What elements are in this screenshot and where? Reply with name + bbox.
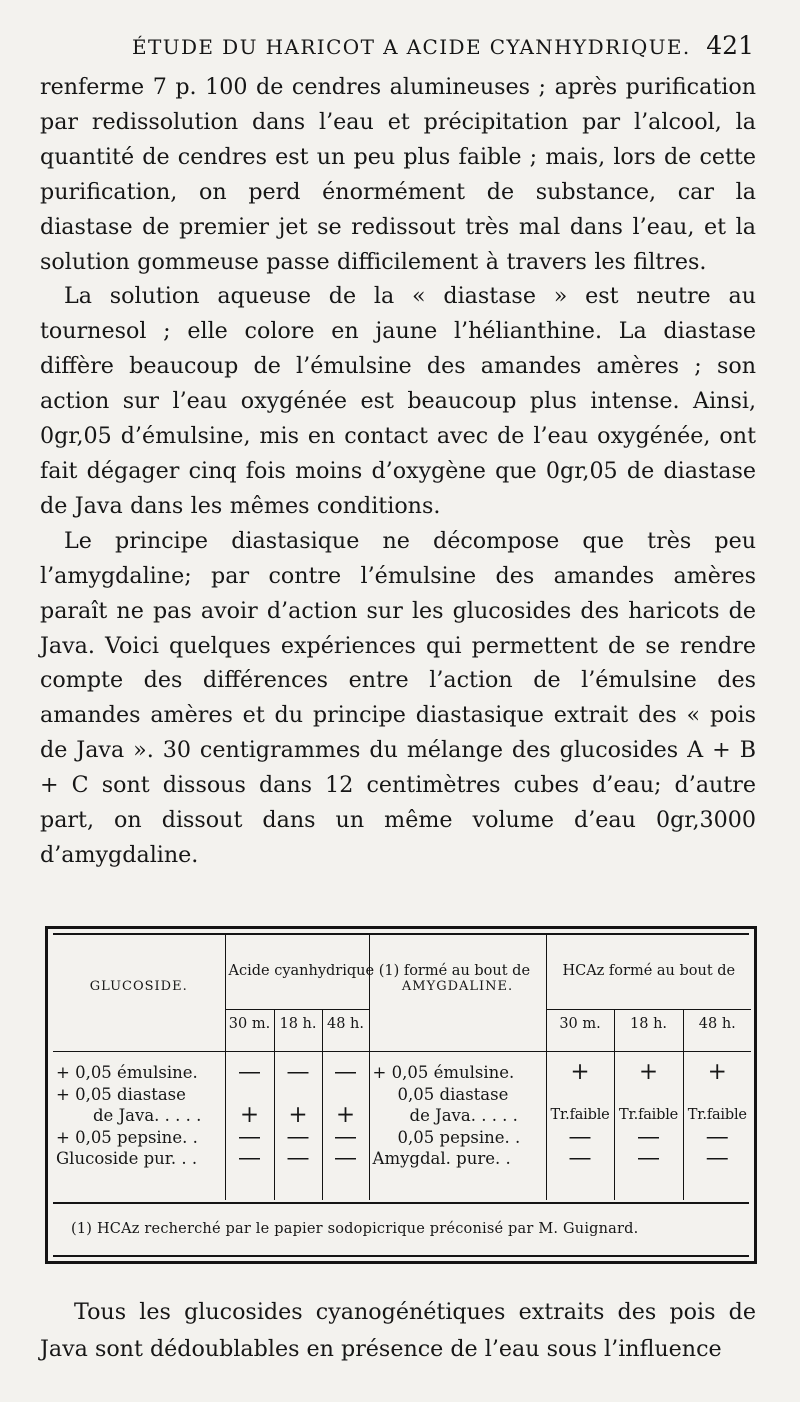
glucoside-cell: + 0,05 émulsine.: [53, 1062, 225, 1084]
table-footnote: (1) HCAz recherché par le papier sodopicrique préconisé par M. Guignard.: [53, 1202, 749, 1255]
acid-cell: —: [322, 1062, 369, 1084]
hcaz-cell: +: [546, 1062, 614, 1084]
glucoside-header: GLUCOSIDE.: [53, 935, 225, 1039]
glucoside-cell: Glucoside pur. . .: [53, 1148, 225, 1170]
paragraph: La solution aqueuse de la « diastase » est neutre au tournesol ; elle colore en jaune l’hélianthine. La diastase diffère beaucoup de l’émulsine des amandes amères ; son action sur l’eau oxygénée est beaucoup plus intense. Ainsi, 0gr,05 d’émulsine, mis en contact avec de l’eau oxygénée, ont fait dégager cinq fois moins d’oxygène que 0gr,05 de diastase de Java dans les mêmes conditions.: [40, 283, 756, 519]
hcaz-cell: [614, 1084, 683, 1105]
glucoside-cell: de Java. . . . .: [53, 1105, 225, 1127]
hcaz-cell: +: [707, 1059, 727, 1085]
amygdaline-cell: 0,05 pepsine. .: [369, 1127, 546, 1148]
time-col-header: 48 h.: [683, 1009, 751, 1039]
paragraph: Le principe diastasique ne décompose que très peu l’amygdaline; par contre l’émulsine des amandes amères paraît ne pas avoir d’action sur les glucosides des haricots de Java. Voici quelques expériences qui permettent de se rendre compte des différences entre l’action de l’émulsine des amandes amères et du principe diastasique extrait des « pois de Java ». 30 centigrammes du mélange des glucosides A + B + C sont dissous dans 12 centimètres cubes d’eau; d’autre part, on dissout dans un même volume d’eau 0gr,3000 d’amygdaline.: [40, 527, 756, 868]
hcaz-cell: [683, 1084, 751, 1105]
amygdaline-cell: 0,05 diastase: [369, 1084, 546, 1105]
acid-cell: —: [322, 1127, 369, 1148]
hcaz-cell: —: [546, 1148, 614, 1170]
amygdaline-cell: Amygdal. pure. .: [369, 1148, 546, 1170]
time-col-header: 30 m.: [225, 1009, 274, 1039]
table-inner-frame: [53, 933, 749, 1257]
acid-cell: —: [274, 1148, 322, 1170]
running-title: ÉTUDE DU HARICOT A ACIDE CYANHYDRIQUE.: [132, 35, 691, 59]
hcaz-cell: Tr.faible: [687, 1107, 747, 1123]
table-row: [53, 1084, 751, 1105]
acid-cell: —: [322, 1148, 369, 1170]
acid-cell: —: [274, 1062, 322, 1084]
time-col-header: 18 h.: [274, 1009, 322, 1039]
hcaz-cell: —: [705, 1123, 729, 1150]
spacer-row: [53, 1170, 751, 1201]
table-row: [53, 1148, 751, 1170]
hcaz-cell: —: [614, 1127, 683, 1148]
running-head: [40, 28, 760, 68]
acid-cell: —: [274, 1127, 322, 1148]
acid-header: Acide cyanhydrique (1) formé au bout de: [225, 935, 369, 1009]
header-divider: [53, 1039, 751, 1052]
closing-text: [40, 1294, 756, 1368]
page-number: 421: [706, 31, 754, 60]
time-col-header: 30 m.: [546, 1009, 614, 1039]
hcaz-header: HCAz formé au bout de: [562, 963, 736, 980]
table-header-row: [53, 935, 751, 1009]
data-table: [53, 935, 751, 1200]
acid-cell: +: [274, 1105, 322, 1127]
acid-cell: —: [225, 1062, 274, 1084]
paragraph: Tous les glucosides cyanogénétiques extraits des pois de Java sont dédoublables en présence de l’eau sous l’influence: [40, 1299, 756, 1362]
acid-cell: —: [225, 1148, 274, 1170]
results-table: [45, 926, 757, 1264]
acid-cell: +: [322, 1105, 369, 1127]
time-col-header: 48 h.: [322, 1009, 369, 1039]
acid-cell: +: [225, 1105, 274, 1127]
paragraph: renferme 7 p. 100 de cendres alumineuses ; après purification par redissolution dans l’eau et précipitation par l’alcool, la quantité de cendres est un peu plus faible ; mais, lors de cette purification, on perd énormément de substance, car la diastase de premier jet se redissout très mal dans l’eau, et la solution gommeuse passe difficilement à travers les filtres.: [40, 74, 756, 275]
hcaz-cell: —: [614, 1148, 683, 1170]
amygdaline-cell: de Java. . . . .: [369, 1105, 546, 1127]
acid-cell: —: [225, 1127, 274, 1148]
amygdaline-cell: + 0,05 émulsine.: [369, 1062, 546, 1084]
hcaz-cell: —: [546, 1127, 614, 1148]
hcaz-cell: [546, 1084, 614, 1105]
hcaz-cell: —: [705, 1145, 729, 1171]
table-row: [53, 1062, 751, 1084]
glucoside-cell: + 0,05 diastase: [53, 1084, 225, 1105]
hcaz-cell: +: [614, 1062, 683, 1084]
amygdaline-header: AMYGDALINE.: [369, 935, 546, 1039]
hcaz-cell: Tr.faible: [614, 1105, 683, 1127]
hcaz-cell: Tr.faible: [546, 1105, 614, 1127]
body-text: [40, 70, 756, 873]
glucoside-cell: + 0,05 pepsine. .: [53, 1127, 225, 1148]
time-col-header: 18 h.: [614, 1009, 683, 1039]
